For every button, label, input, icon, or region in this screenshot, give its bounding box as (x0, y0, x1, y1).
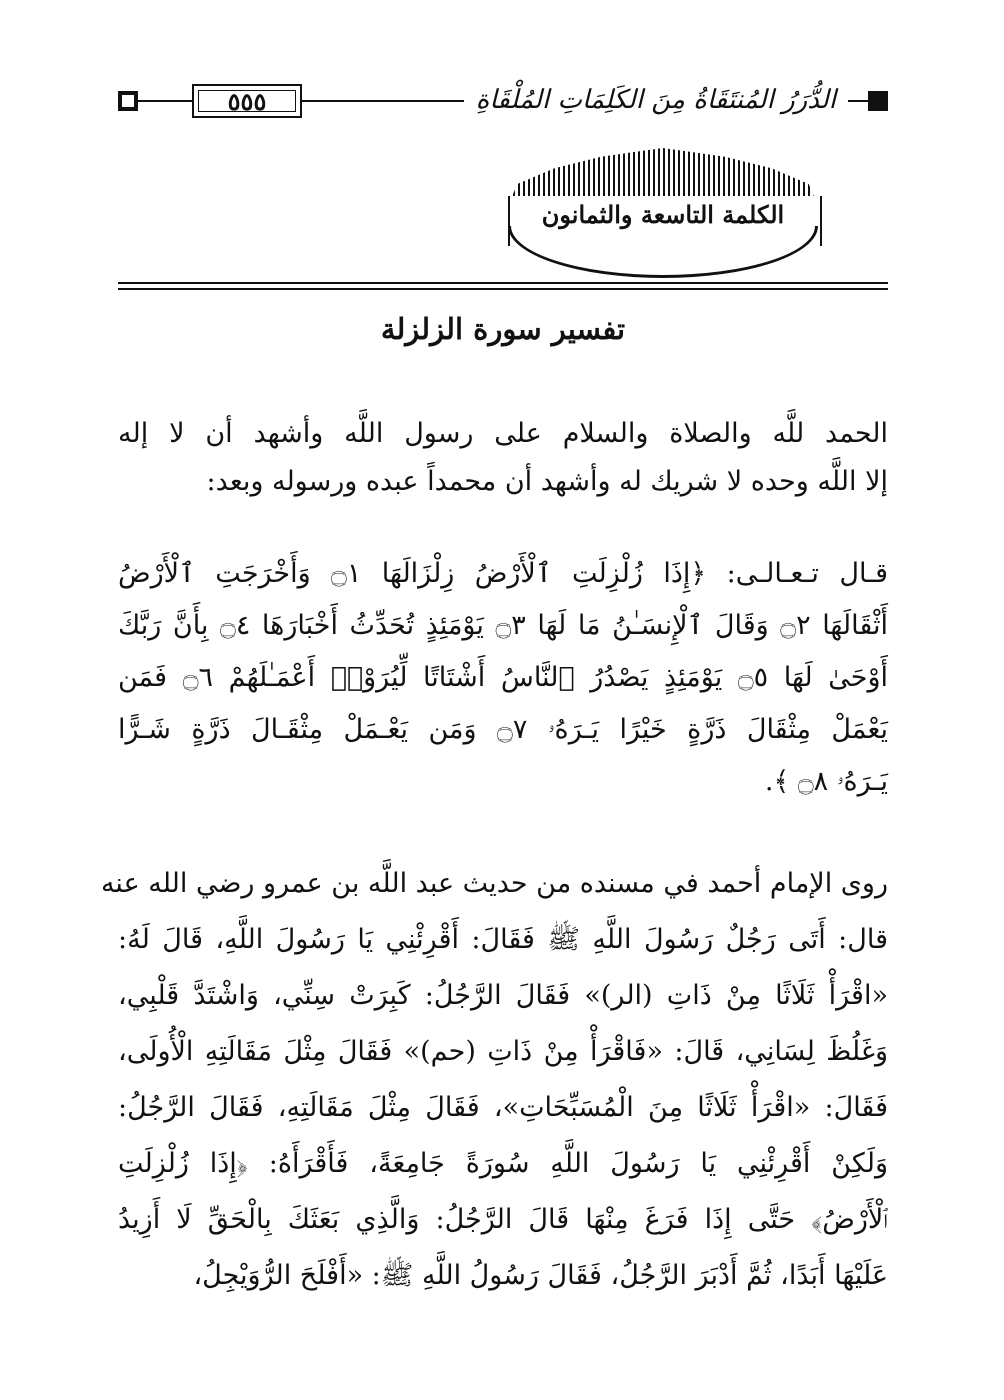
verse-line: قـال تـعـالـى: ﴿إِذَا زُلْزِلَتِ ٱلْأَرْضُ زِلْزَالَهَا ۝١ وَأَخْرَجَتِ ٱلْأَرْضُ (118, 558, 888, 589)
hadith-line: «اقْرَأْ ثَلَاثًا مِنْ ذَاتِ (الر)» فَقَالَ الرَّجُلُ: كَبِرَتْ سِنِّي، وَاشْتَدَّ قَلْبِي، (118, 980, 888, 1011)
quran-passage (118, 548, 888, 808)
intro-paragraph (118, 410, 888, 506)
page-number: ٥٥٥ (227, 86, 267, 116)
hadith-line: روى الإمام أحمد في مسنده من حديث عبد اللَّه بن عمرو رضي الله عنه (100, 868, 888, 899)
hadith-line: قال: أَتَى رَجُلٌ رَسُولَ اللَّهِ ﷺ فَقَالَ: أَقْرِئْنِي يَا رَسُولَ اللَّهِ، قَالَ لَهُ: (118, 924, 888, 955)
verse-line: أَوْحَىٰ لَهَا ۝٥ يَوْمَئِذٍ يَصْدُرُ ٱلنَّاسُ أَشْتَاتًا لِّيُرَوْا۟ أَعْمَـٰلَهُمْ ۝٦ فَمَن (118, 662, 888, 693)
hadith-line: عَلَيْهَا أَبَدًا، ثُمَّ أَدْبَرَ الرَّجُلُ، فَقَالَ رَسُولُ اللَّهِ ﷺ: «أَفْلَحَ الرُّوَيْجِلُ، (193, 1260, 888, 1291)
header-ornament-square-filled (868, 91, 888, 111)
header-ornament-square-outline (118, 91, 138, 111)
text-line: إلا اللَّه وحده لا شريك له وأشهد أن محمداً عبده ورسوله وبعد: (206, 466, 888, 497)
hadith-line: فَقَالَ: «اقْرَأْ ثَلَاثًا مِنَ الْمُسَبِّحَاتِ»، فَقَالَ مِثْلَ مَقَالَتِهِ، فَقَالَ الرَّجُلُ: (118, 1092, 888, 1123)
divider-top (118, 282, 888, 284)
verse-line: أَثْقَالَهَا ۝٢ وَقَالَ ٱلْإِنسَـٰنُ مَا لَهَا ۝٣ يَوْمَئِذٍ تُحَدِّثُ أَخْبَارَهَا ۝٤ بِأَنَّ رَبَّكَ (118, 610, 888, 641)
verse-line: يَعْمَلْ مِثْقَالَ ذَرَّةٍ خَيْرًا يَـرَهُۥ ۝٧ وَمَن يَعْـمَلْ مِثْقَـالَ ذَرَّةٍ شَـرًّا (118, 714, 888, 745)
hadith-line: وَلَكِنْ أَقْرِئْنِي يَا رَسُولَ اللَّهِ سُورَةً جَامِعَةً، فَأَقْرَأَهُ: ﴿إِذَا زُلْزِلَتِ (118, 1148, 888, 1179)
book-title: الدُّرَرُ المُنتَقَاةُ مِنَ الكَلِمَاتِ المُلْقَاةِ (464, 80, 848, 120)
chapter-label: الكلمة التاسعة والثمانون (541, 200, 785, 229)
header-rule-left (138, 100, 192, 102)
banner-bowl-ornament (508, 226, 818, 278)
running-header (118, 84, 888, 120)
section-title: تفسير سورة الزلزلة (380, 312, 626, 346)
hadith-line: وَغَلُظَ لِسَانِي، قَالَ: «فَاقْرَأْ مِنْ ذَاتِ (حم)» فَقَالَ مِثْلَ مَقَالَتِهِ الْأُولَى، (118, 1036, 888, 1067)
chapter-banner (508, 148, 818, 288)
hadith-paragraph (100, 856, 888, 1304)
page-number-frame (192, 84, 302, 118)
divider-bottom (118, 288, 888, 290)
text-line: الحمد للَّه والصلاة والسلام على رسول اللَّه وأشهد أن لا إله (118, 418, 888, 449)
verse-line: يَـرَهُۥ ۝٨ ﴾. (764, 766, 888, 797)
hadith-line: ٱلْأَرْضُ﴾ حَتَّى إِذَا فَرَغَ مِنْهَا قَالَ الرَّجُلُ: وَالَّذِي بَعَثَكَ بِالْحَقِّ لَا أَزِيدُ (118, 1204, 888, 1235)
